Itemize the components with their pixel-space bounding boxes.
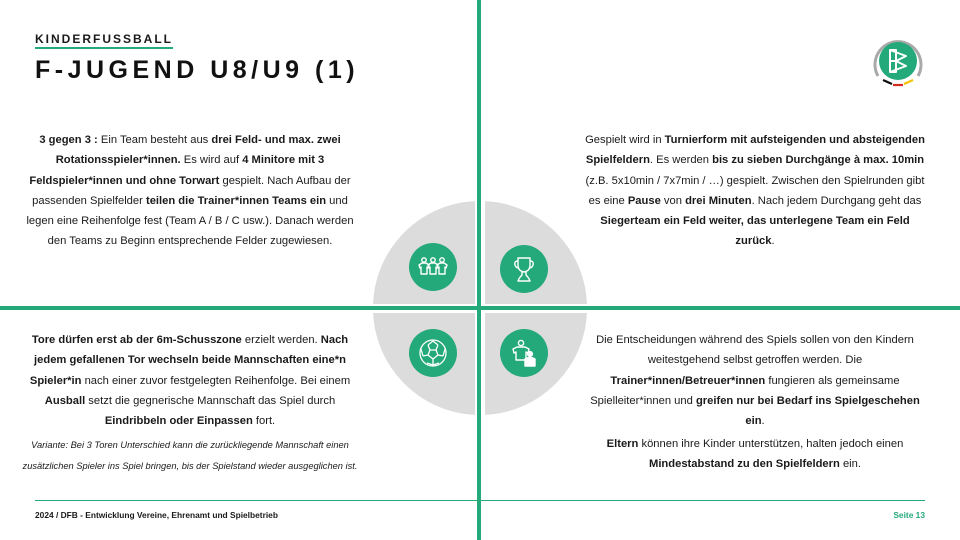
text: .: [761, 415, 765, 428]
page-title: F-JUGEND U8/U9 (1): [35, 56, 360, 84]
text: . Es werden: [649, 154, 713, 167]
text: und legen eine Reihenfolge fest (Team A / B / C usw.). Danach werden den Teams zu Beginn entsprechende Felder zugewiesen.: [26, 194, 354, 248]
text: erzielt werden.: [241, 334, 321, 346]
text: Die Entscheidungen während des Spiels sollen von den Kindern weitestgehend selbst getroffen werden. Die: [596, 334, 914, 367]
text: nach einer zuvor festgelegten Reihenfolge. Bei einem: [81, 374, 351, 387]
bold-text: Tore dürfen: [31, 334, 97, 346]
text: von: [660, 194, 686, 207]
text-decisions: [583, 330, 927, 431]
text: fungieren als gemeinsame Spielleiter*innen und: [590, 374, 900, 407]
text: Gespielt wird in: [585, 134, 665, 146]
dfb-logo-icon: [870, 36, 926, 92]
text: . Nach jedem Durchgang geht das: [751, 194, 922, 207]
footer-credit: 2024 / DFB - Entwicklung Vereine, Ehrenamt und Spielbetrieb: [35, 510, 278, 520]
coach-child-icon: [500, 329, 548, 377]
text: setzt die gegnerische Mannschaft das Spiel durch: [85, 394, 336, 407]
horizontal-divider-overlay: [365, 306, 595, 310]
text: gespielt. Nach Aufbau der passenden Spielfelder: [32, 174, 351, 207]
text: (z.B. 5x10min / 7x7min / …) gespielt. Zwischen den Spielrunden gibt es eine: [585, 174, 925, 207]
text-parents: [583, 434, 927, 475]
bold-text: Turnierform mit aufsteigenden und absteigenden Spielfeldern: [585, 134, 925, 167]
bold-text: 3 gegen 3 :: [39, 134, 98, 146]
bold-text: 4 Minitore mit 3 Feldspieler*innen und ohne Torwart: [29, 154, 325, 187]
trophy-icon: [500, 245, 548, 293]
bold-text: Siegerteam ein Feld weiter, das unterlegene Team ein Feld zurück: [600, 215, 910, 248]
text: fort.: [252, 415, 276, 428]
soccer-ball-icon: [409, 329, 457, 377]
text-variant-note: Variante: Bei 3 Toren Unterschied kann die zurückliegende Mannschaft einen zusätzlichen Spieler ins Spiel bringen, bis der Spielstand wieder ausgeglichen ist.: [22, 440, 358, 471]
bold-text: Ausball: [44, 394, 86, 407]
text-goal-rules: [22, 330, 358, 431]
bold-text: Trainer*innen/Betreuer*innen: [610, 374, 766, 387]
bold-text: Eltern: [606, 438, 639, 450]
bold-text: bis zu sieben Durchgänge à max. 10min: [712, 154, 925, 167]
bold-text: drei Minuten: [685, 194, 752, 207]
text: Ein Team besteht aus: [97, 134, 212, 146]
footer-divider: [35, 500, 925, 501]
bold-text: greifen nur bei Bedarf ins Spielgeschehen ein: [695, 394, 920, 428]
bold-text: Mindestabstand zu den Spielfeldern: [649, 458, 840, 471]
team-players-icon: [409, 243, 457, 291]
text: ein.: [839, 458, 861, 471]
bold-text: drei Feld- und max. zwei Rotationsspieler*innen.: [55, 134, 341, 167]
text: .: [771, 235, 775, 248]
bold-text: Eindribbeln oder Einpassen: [104, 415, 253, 428]
bold-text: teilen die Trainer*innen Teams ein: [145, 194, 327, 207]
text-tournament-format: [583, 130, 927, 252]
bold-text: Nach jedem gefallenen Tor wechseln beide Mannschaften eine*n Spieler*in: [29, 334, 349, 387]
text: können ihre Kinder unterstützen, halten jedoch einen: [638, 438, 904, 450]
page-number: Seite 13: [893, 510, 925, 520]
section-kicker: KINDERFUSSBALL: [35, 33, 173, 49]
bold-text: erst ab der 6m-Schusszone: [96, 334, 242, 346]
bold-text: Pause: [627, 194, 661, 207]
text-team-setup: [22, 130, 358, 252]
text: Es wird auf: [180, 154, 243, 167]
